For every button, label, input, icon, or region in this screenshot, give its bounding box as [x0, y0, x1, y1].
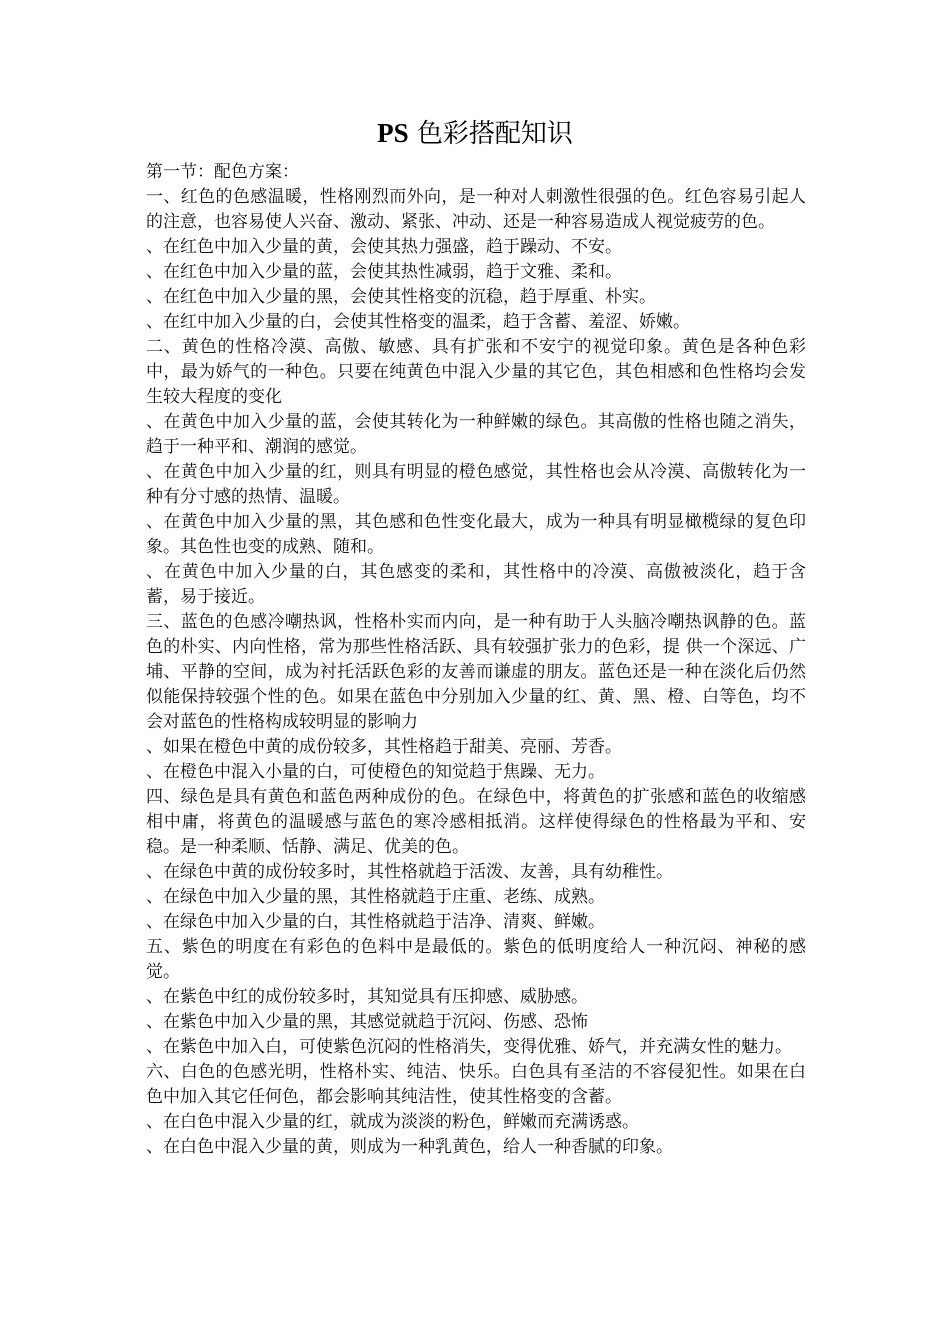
list-item: 、在紫色中红的成份较多时，其知觉具有压抑感、威胁感。	[146, 987, 588, 1007]
list-item: 、在红色中加入少量的黑，会使其性格变的沉稳，趋于厚重、朴实。	[146, 287, 656, 307]
list-item: 、在紫色中加入少量的黑，其感觉就趋于沉闷、伤感、恐怖	[146, 1012, 588, 1032]
list-item: 、在橙色中混入小量的白，可使橙色的知觉趋于焦躁、无力。	[146, 762, 605, 782]
list-item: 、在绿色中加入少量的黑，其性格就趋于庄重、老练、成熟。	[146, 887, 605, 907]
list-item: 、如果在橙色中黄的成份较多，其性格趋于甜美、亮丽、芳香。	[146, 737, 622, 757]
list-item: 、在紫色中加入白，可使紫色沉闷的性格消失，变得优雅、娇气，并充满女性的魅力。	[146, 1037, 792, 1057]
paragraph-yellow: 二、黄色的性格冷漠、高傲、敏感、具有扩张和不安宁的视觉印象。黄色是各种色彩中，最为娇气的一种色。只要在纯黄色中混入少量的其它色，其色相感和色性格均会发生较大程度的变化	[146, 337, 806, 407]
list-item: 、在黄色中加入少量的红，则具有明显的橙色感觉，其性格也会从冷漠、高傲转化为一种有分寸感的热情、温暖。	[146, 462, 806, 507]
paragraph-purple: 五、紫色的明度在有彩色的色料中是最低的。紫色的低明度给人一种沉闷、神秘的感觉。	[146, 937, 806, 982]
title-cjk: 色彩搭配知识	[416, 119, 573, 149]
list-item: 、在绿色中黄的成份较多时，其性格就趋于活泼、友善，具有幼稚性。	[146, 862, 673, 882]
paragraph-green: 四、绿色是具有黄色和蓝色两种成份的色。在绿色中，将黄色的扩张感和蓝色的收缩感相中庸，将黄色的温暖感与蓝色的寒冷感相抵消。这样使得绿色的性格最为平和、安稳。是一种柔顺、恬静、满足、优美的色。	[146, 787, 806, 857]
title-latin: PS	[377, 118, 409, 148]
paragraph-white: 六、白色的色感光明，性格朴实、纯洁、快乐。白色具有圣洁的不容侵犯性。如果在白色中加入其它任何色，都会影响其纯洁性，使其性格变的含蓄。	[146, 1062, 806, 1107]
paragraph-red: 一、红色的色感温暖，性格刚烈而外向，是一种对人刺激性很强的色。红色容易引起人的注意，也容易使人兴奋、激动、紧张、冲动、还是一种容易造成人视觉疲劳的色。	[146, 187, 806, 232]
list-item: 、在红色中加入少量的黄，会使其热力强盛，趋于躁动、不安。	[146, 237, 622, 257]
list-item: 、在红色中加入少量的蓝，会使其热性减弱，趋于文雅、柔和。	[146, 262, 622, 282]
section-heading: 第一节：配色方案：	[146, 162, 299, 182]
list-item: 、在白色中混入少量的红，就成为淡淡的粉色，鲜嫩而充满诱惑。	[146, 1112, 639, 1132]
list-item: 、在绿色中加入少量的白，其性格就趋于洁净、清爽、鲜嫩。	[146, 912, 605, 932]
document-body	[146, 160, 806, 1160]
list-item: 、在黄色中加入少量的蓝，会使其转化为一种鲜嫩的绿色。其高傲的性格也随之消失，趋于一种平和、潮润的感觉。	[146, 412, 806, 457]
list-item: 、在白色中混入少量的黄，则成为一种乳黄色，给人一种香腻的印象。	[146, 1137, 673, 1157]
paragraph-blue: 三、蓝色的色感冷嘲热讽，性格朴实而内向，是一种有助于人头脑冷嘲热讽静的色。蓝色的朴实、内向性格，常为那些性格活跃、具有较强扩张力的色彩，提 供一个深远、广埔、平静的空间，成为衬托活跃色彩的友善而谦虚的朋友。蓝色还是一种在淡化后仍然似能保持较强个性的色。如果在蓝色中分别加入少量的红、黄、黑、橙、白等色，均不会对蓝色的性格构成较明显的影响力	[146, 612, 806, 732]
list-item: 、在红中加入少量的白，会使其性格变的温柔，趋于含蓄、羞涩、娇嫩。	[146, 312, 690, 332]
list-item: 、在黄色中加入少量的黑，其色感和色性变化最大，成为一种具有明显橄榄绿的复色印象。其色性也变的成熟、随和。	[146, 512, 806, 557]
document-title	[0, 116, 950, 151]
list-item: 、在黄色中加入少量的白，其色感变的柔和，其性格中的冷漠、高傲被淡化，趋于含蓄，易于接近。	[146, 562, 806, 607]
